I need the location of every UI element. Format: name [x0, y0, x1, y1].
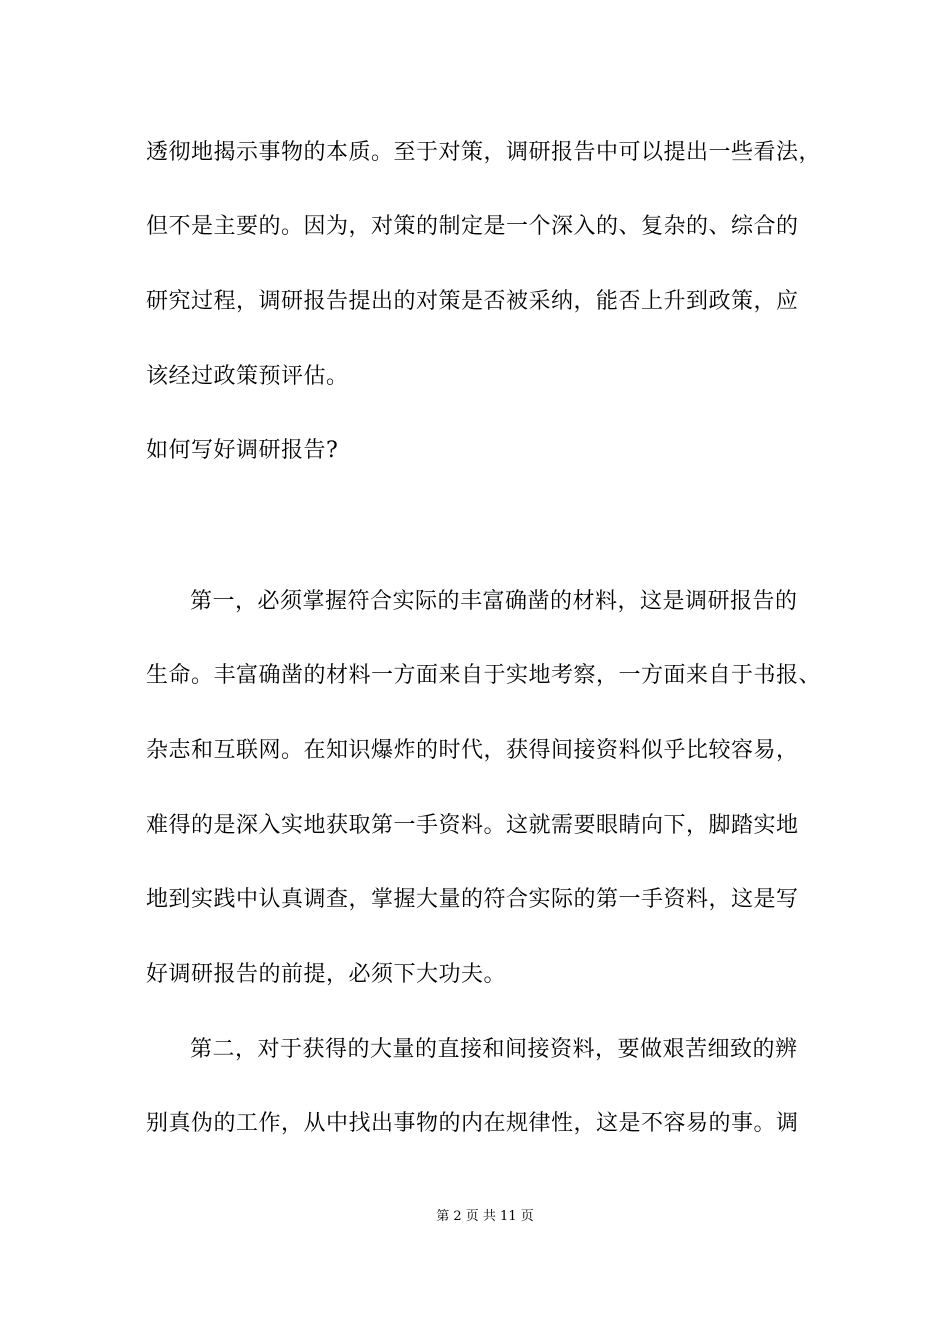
page-footer: 第 2 页 共 11 页 — [436, 1209, 534, 1224]
paragraph-line: 透彻地揭示事物的本质。至于对策，调研报告中可以提出一些看法， — [146, 140, 822, 165]
paragraph-line: 生命。丰富确凿的材料一方面来自于实地考察，一方面来自于书报、 — [146, 663, 822, 688]
paragraph-line: 杂志和互联网。在知识爆炸的时代，获得间接资料似乎比较容易， — [146, 738, 799, 763]
paragraph-line: 该经过政策预评估。 — [146, 364, 349, 389]
paragraph-line: 别真伪的工作，从中找出事物的内在规律性，这是不容易的事。调 — [146, 1111, 799, 1136]
paragraph-line: 好调研报告的前提，必须下大功夫。 — [146, 962, 507, 987]
paragraph-line: 地到实践中认真调查，掌握大量的符合实际的第一手资料，这是写 — [146, 887, 799, 912]
paragraph-line: 第二，对于获得的大量的直接和间接资料，要做艰苦细致的辨 — [190, 1037, 798, 1062]
paragraph-line: 研究过程，调研报告提出的对策是否被采纳，能否上升到政策，应 — [146, 289, 799, 314]
paragraph-line: 但不是主要的。因为，对策的制定是一个深入的、复杂的、综合的 — [146, 214, 799, 239]
paragraph-line: 第一，必须掌握符合实际的丰富确凿的材料，这是调研报告的 — [190, 589, 798, 614]
paragraph-line: 难得的是深入实地获取第一手资料。这就需要眼睛向下，脚踏实地 — [146, 813, 799, 838]
section-heading: 如何写好调研报告? — [146, 438, 339, 463]
